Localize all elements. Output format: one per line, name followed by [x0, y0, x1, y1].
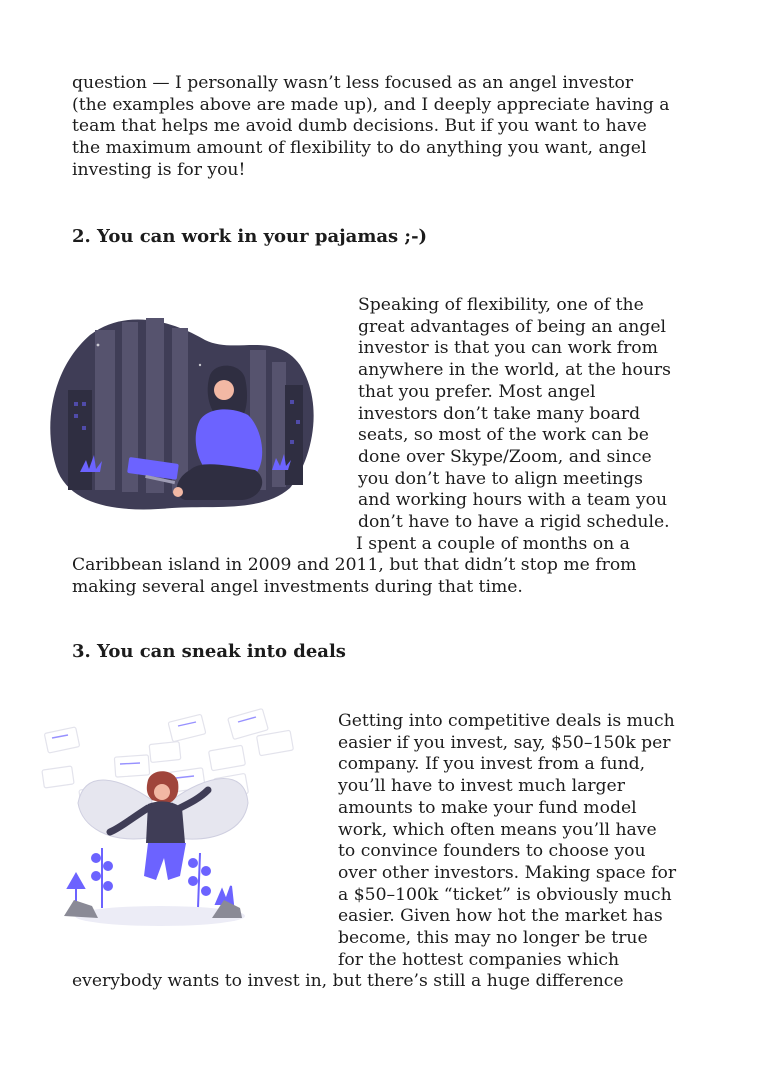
text-line: investor is that you can work from — [358, 338, 658, 359]
pajamas-paragraph-full — [72, 555, 637, 598]
text-line: and working hours with a team you — [358, 490, 668, 511]
text-line: Speaking of flexibility, one of the — [358, 295, 644, 315]
text-line: become, this may no longer be true — [338, 928, 648, 949]
text-line: that you prefer. Most angel — [358, 381, 596, 402]
text-line: Getting into competitive deals is much — [338, 711, 675, 731]
flying-deals-illustration — [40, 708, 300, 933]
deals-paragraph-wrapped — [338, 711, 676, 971]
text-line: investors don’t take many board — [358, 403, 641, 424]
text-line: work, which often means you’ll have — [338, 819, 657, 840]
text-line: great advantages of being an angel — [358, 316, 667, 337]
pajamas-paragraph-wrapped — [358, 295, 671, 555]
text-line: a $50–100k “ticket” is obviously much — [338, 884, 672, 905]
text-line: making several angel investments during that time. — [72, 576, 523, 597]
text-line: anywhere in the world, at the hours — [358, 360, 671, 381]
text-line: to convince founders to choose you — [338, 841, 646, 862]
text-line: don’t have to have a rigid schedule. — [358, 512, 670, 533]
text-line: everybody wants to invest in, but there’s still a huge difference — [72, 971, 624, 991]
text-line: you’ll have to invest much larger — [338, 776, 625, 797]
text-line: done over Skype/Zoom, and since — [358, 446, 652, 467]
deals-paragraph-full — [72, 971, 624, 993]
text-line: over other investors. Making space for — [338, 862, 677, 883]
text-line: team that helps me avoid dumb decisions. But if you want to have — [72, 116, 647, 137]
text-line: seats, so most of the work can be — [358, 425, 649, 446]
section-heading-deals: 3. You can sneak into deals — [72, 641, 346, 662]
text-line: easier if you invest, say, $50–150k per — [338, 732, 671, 753]
text-line: for the hottest companies which — [338, 949, 620, 970]
text-line: (the examples above are made up), and I deeply appreciate having a — [72, 94, 670, 115]
working-remotely-illustration — [50, 310, 318, 515]
text-line: Caribbean island in 2009 and 2011, but that didn’t stop me from — [72, 555, 637, 575]
text-line: amounts to make your fund model — [338, 797, 637, 818]
text-line: question — I personally wasn’t less focused as an angel investor — [72, 73, 634, 93]
intro-paragraph — [72, 73, 670, 182]
text-line: the maximum amount of flexibility to do anything you want, angel — [72, 138, 647, 159]
text-line: company. If you invest from a fund, — [338, 754, 646, 775]
text-line: you don’t have to align meetings — [358, 468, 643, 489]
text-line: easier. Given how hot the market has — [338, 906, 663, 927]
section-heading-pajamas: 2. You can work in your pajamas ;-) — [72, 226, 428, 247]
text-line: I spent a couple of months on a — [356, 533, 630, 554]
text-line: investing is for you! — [72, 159, 246, 180]
